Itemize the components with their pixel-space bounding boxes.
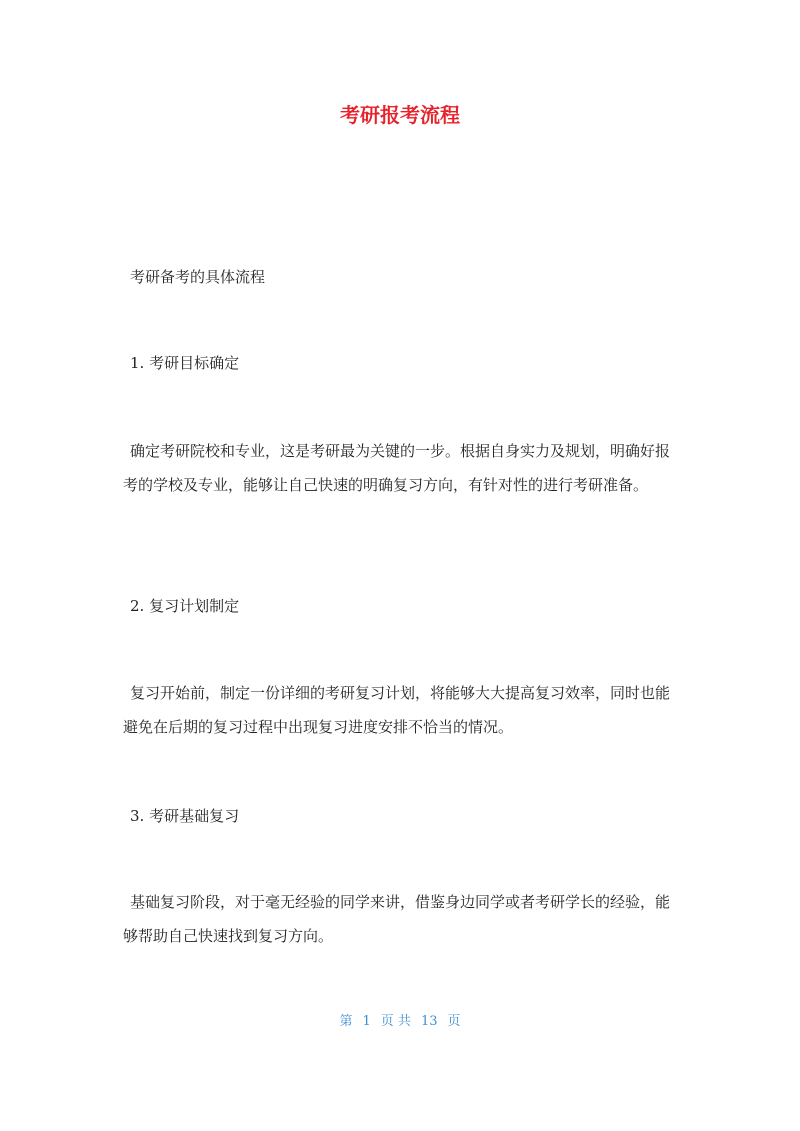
step-3-body: 基础复习阶段，对于毫无经验的同学来讲，借鉴身边同学或者考研学长的经验，能够帮助自己快速找到复习方向。 (123, 893, 671, 945)
step-1-heading: 1. 考研目标确定 (130, 354, 240, 372)
footer-prefix: 第 (339, 1014, 353, 1029)
step-1-body: 确定考研院校和专业，这是考研最为关键的一步。根据自身实力及规划，明确好报考的学校及专业，能够让自己快速的明确复习方向，有针对性的进行考研准备。 (123, 442, 671, 494)
page-footer (0, 1012, 800, 1032)
document-title: 考研报考流程 (340, 103, 460, 127)
section-heading: 考研备考的具体流程 (130, 268, 266, 286)
step-2-body: 复习开始前，制定一份详细的考研复习计划，将能够大大提高复习效率，同时也能避免在后期的复习过程中出现复习进度安排不恰当的情况。 (123, 684, 671, 736)
footer-middle: 页 共 (380, 1014, 411, 1029)
step-3-heading: 3. 考研基础复习 (130, 807, 240, 825)
footer-suffix: 页 (447, 1014, 461, 1029)
step-2-heading: 2. 复习计划制定 (130, 597, 240, 615)
footer-total-pages: 13 (420, 1014, 438, 1029)
footer-current-page: 1 (362, 1014, 371, 1029)
